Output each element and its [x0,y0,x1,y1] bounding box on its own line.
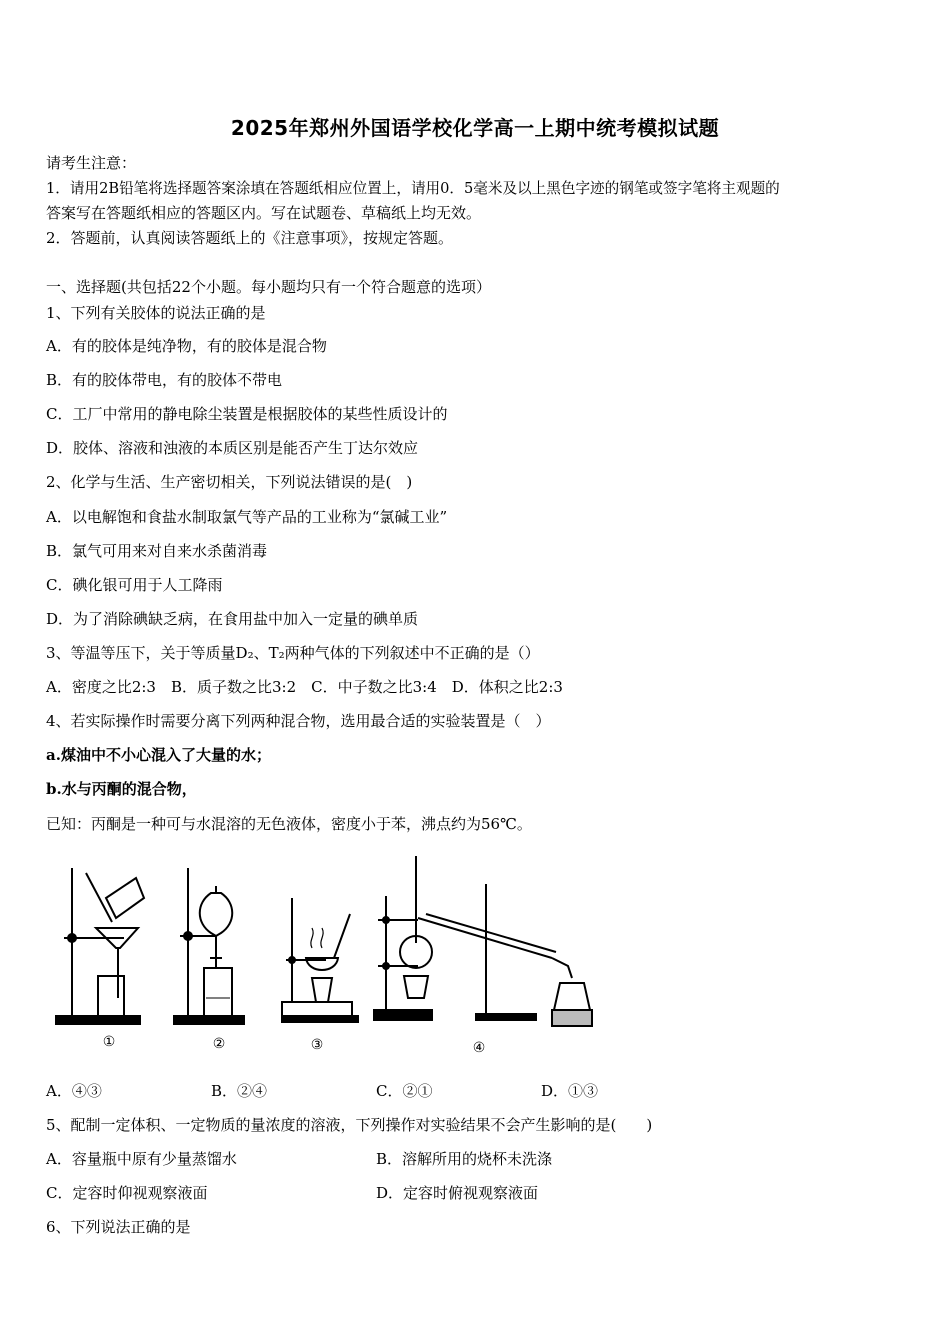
q4-known: 已知：丙酮是一种可与水混溶的无色液体，密度小于苯，沸点约为56℃。 [46,815,532,833]
q2-stem: 2、化学与生活、生产密切相关，下列说法错误的是( ) [46,473,413,491]
q5-option-c: C．定容时仰视观察液面 [46,1184,208,1202]
q2-option-b: B．氯气可用来对自来水杀菌消毒 [46,542,268,560]
q2-option-c: C．碘化银可用于人工降雨 [46,576,223,594]
q1-option-c: C．工厂中常用的静电除尘装置是根据胶体的某些性质设计的 [46,405,448,423]
fig-label-4: ④ [472,1040,486,1056]
fig-label-1: ① [102,1034,116,1050]
stand-base-1 [56,1016,140,1024]
notice-item-1a: 1．请用2B铅笔将选择题答案涂填在答题纸相应位置上，请用0．5毫米及以上黑色字迹的钢笔或签字笔将主观题的 [46,180,780,197]
q1-stem: 1、下列有关胶体的说法正确的是 [46,304,266,322]
q6-stem: 6、下列说法正确的是 [46,1218,191,1236]
q4-option-a: A．④③ [46,1082,102,1100]
q2-option-a: A．以电解饱和食盐水制取氯气等产品的工业称为“氯碱工业” [46,508,448,526]
q4-mixture-a: a.煤油中不小心混入了大量的水； [46,746,271,764]
q2-option-d: D．为了消除碘缺乏病，在食用盐中加入一定量的碘单质 [46,610,419,628]
q4-option-b: B．②④ [211,1082,268,1100]
q5-option-d: D．定容时俯视观察液面 [376,1184,539,1202]
q1-option-b: B．有的胶体带电，有的胶体不带电 [46,371,283,389]
q3-options: A．密度之比2:3 B．质子数之比3:2 C．中子数之比3:4 D．体积之比2:3 [46,678,563,696]
q4-option-d: D．①③ [541,1082,599,1100]
section-heading: 一、选择题(共包括22个小题。每小题均只有一个符合题意的选项） [46,278,491,296]
q5-stem: 5、配制一定体积、一定物质的量浓度的溶液，下列操作对实验结果不会产生影响的是( ) [46,1116,653,1134]
notice-item-2: 2．答题前，认真阅读答题纸上的《注意事项》，按规定答题。 [46,229,454,247]
q5-option-b: B．溶解所用的烧杯未洗涤 [376,1150,553,1168]
q5-option-a: A．容量瓶中原有少量蒸馏水 [46,1150,237,1168]
fig-label-3: ③ [310,1037,324,1053]
q3-stem: 3、等温等压下，关于等质量D₂、T₂两种气体的下列叙述中不正确的是（） [46,644,540,662]
q4-mixture-b: b.水与丙酮的混合物， [46,780,197,798]
q4-option-c: C．②① [376,1082,433,1100]
q1-option-d: D．胶体、溶液和浊液的本质区别是能否产生丁达尔效应 [46,439,419,457]
q4-stem: 4、若实际操作时需要分离下列两种混合物，选用最合适的实验装置是（ ） [46,712,551,730]
q1-option-a: A．有的胶体是纯净物，有的胶体是混合物 [46,337,327,355]
page-title: 2025年郑州外国语学校化学高一上期中统考模拟试题 [230,116,720,140]
fig-label-2: ② [212,1036,226,1052]
notice-item-1b: 答案写在答题纸相应的答题区内。写在试题卷、草稿纸上均无效。 [46,204,482,222]
apparatus-figure [46,848,606,1058]
notice-heading: 请考生注意： [46,154,137,172]
